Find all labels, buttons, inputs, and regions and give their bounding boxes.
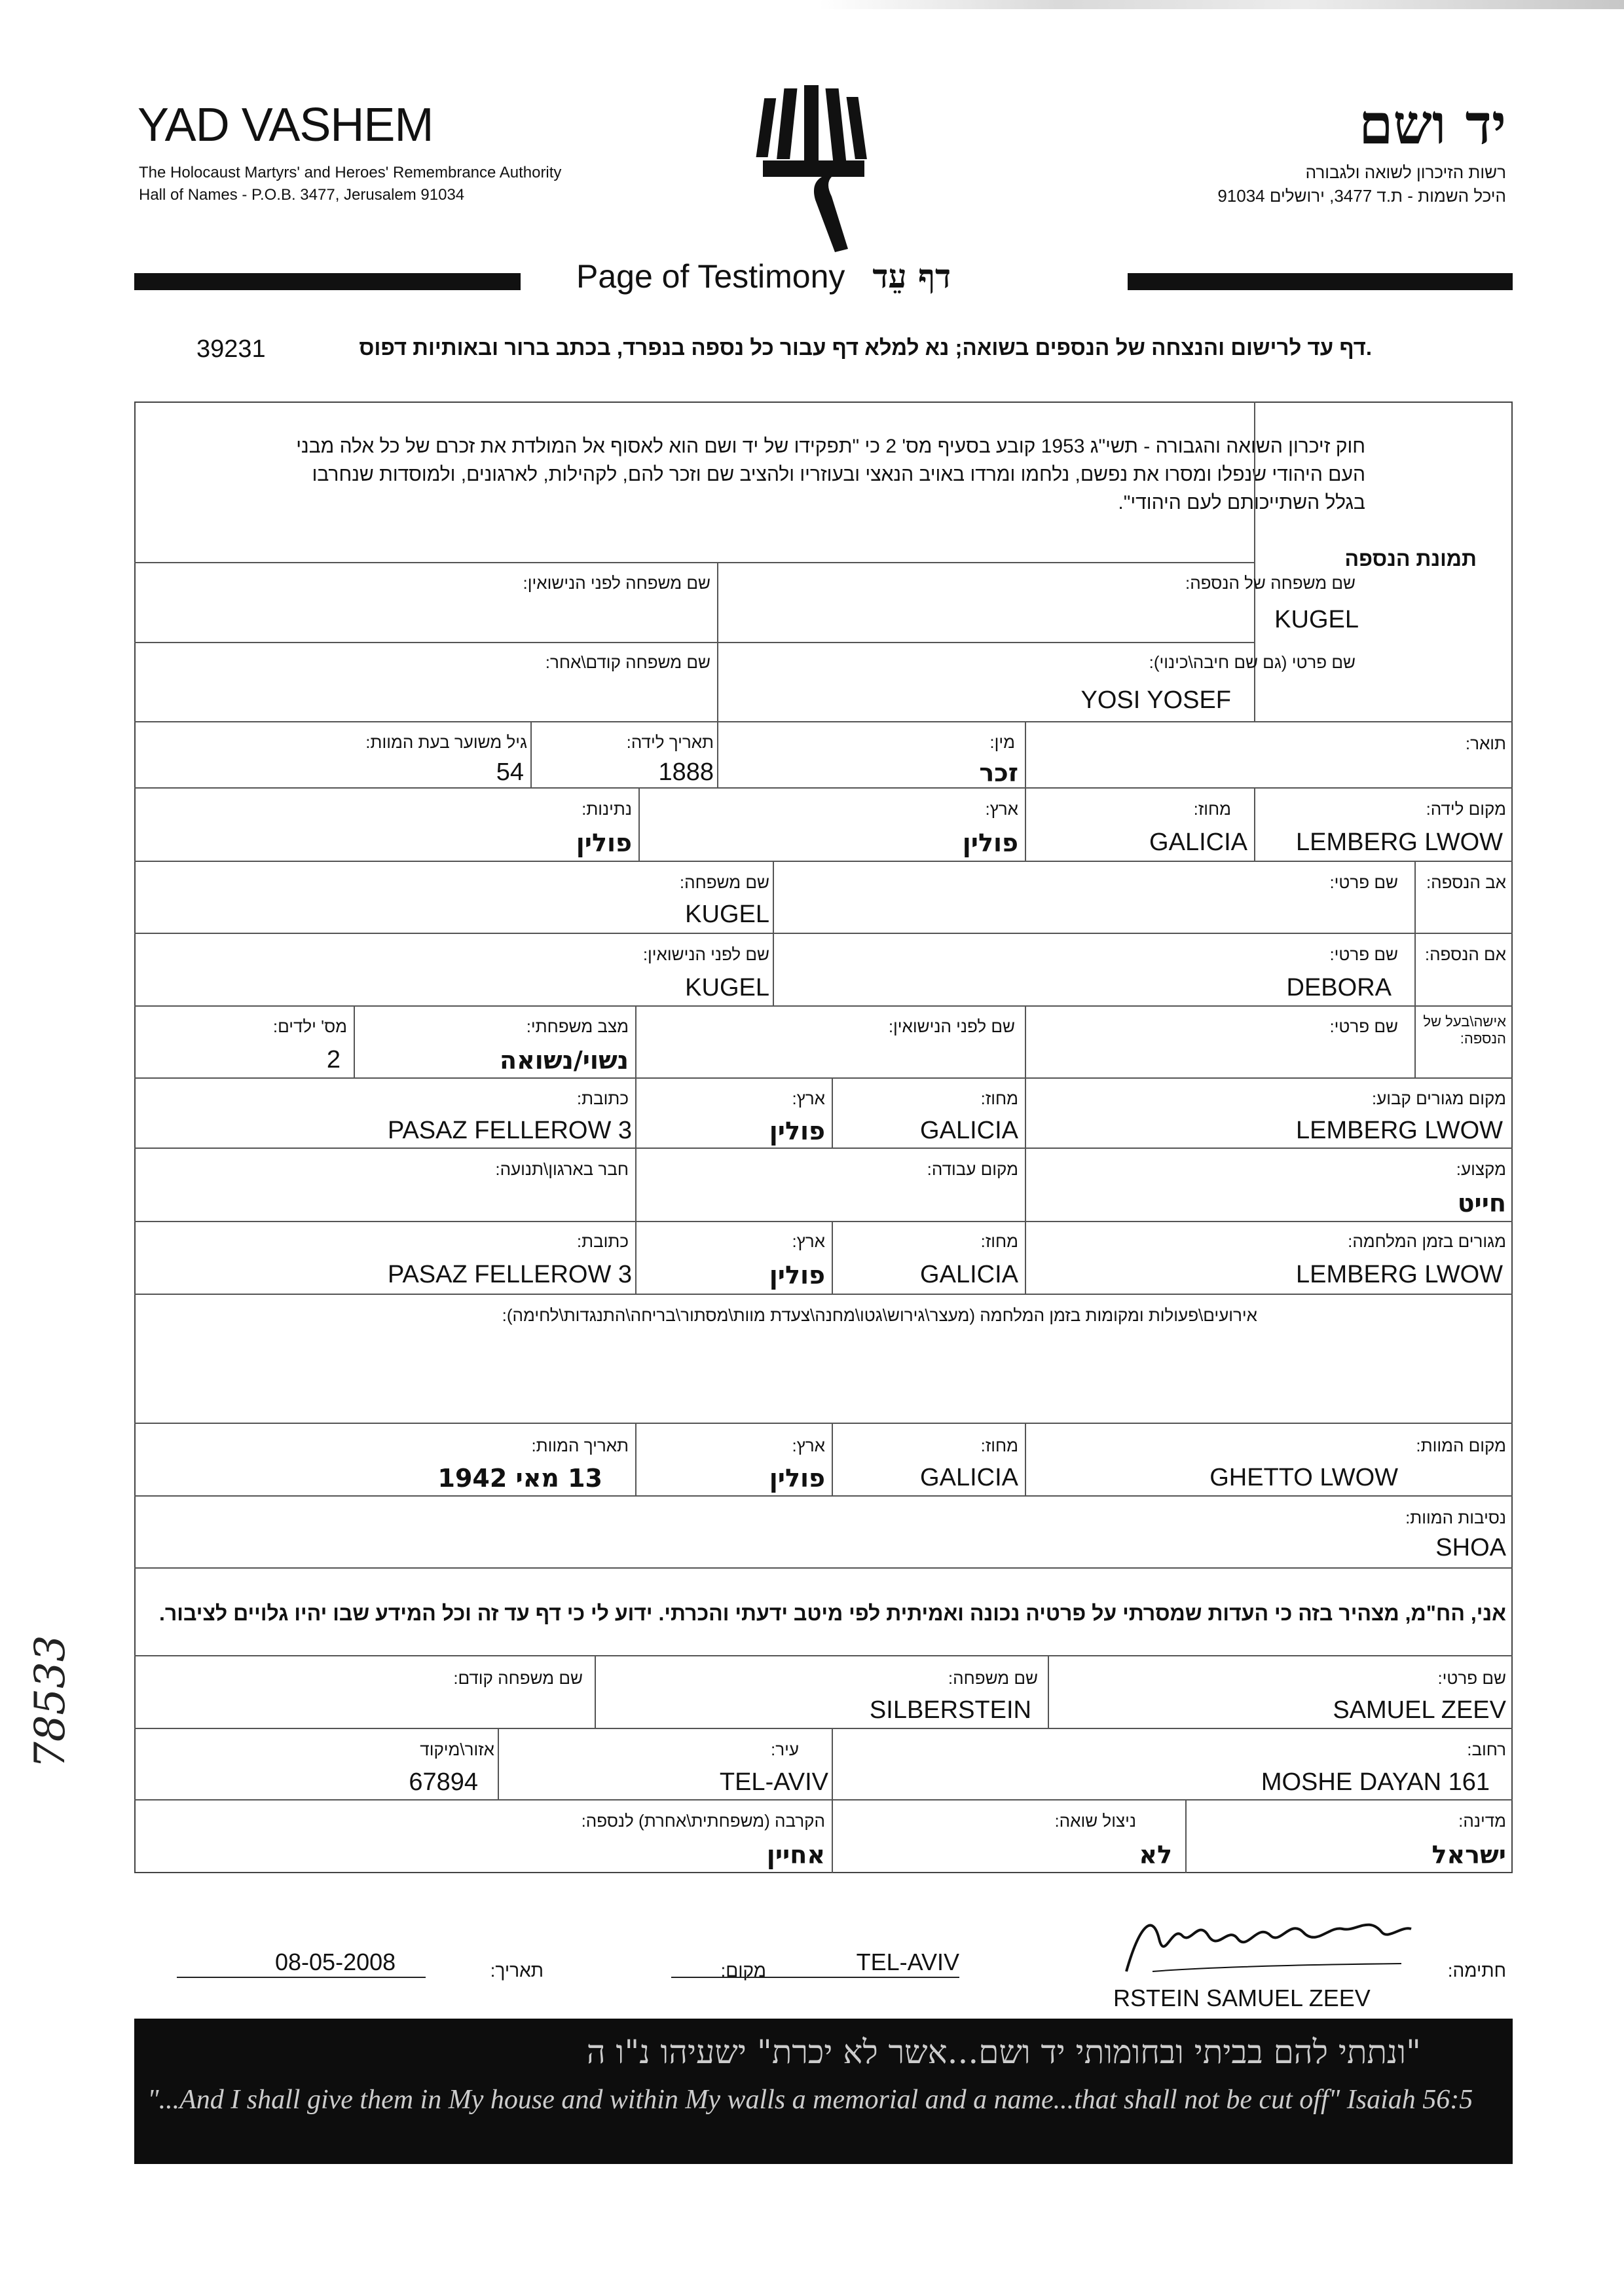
label-relation: הקרבה (משפחתית\אחרת) לנספה: (581, 1811, 825, 1831)
label-signature: חתימה: (1447, 1960, 1506, 1981)
value-residence: LEMBERG LWOW (1296, 1117, 1503, 1144)
margin-handwritten-number: 78533 (26, 1635, 75, 1768)
label-place: מקום: (720, 1960, 766, 1981)
label-workplace: מקום עבודה: (927, 1159, 1018, 1179)
label-war-country: ארץ: (792, 1231, 825, 1251)
value-sub-first: SAMUEL ZEEV (1333, 1696, 1506, 1724)
label-death-district: מחוז: (980, 1436, 1018, 1455)
value-death-date: 13 מאי 1942 (437, 1464, 602, 1493)
declaration-text: אני, הח"מ, מצהיר בזה כי העדות שמסרתי על פרטיה נכונה ואמיתית לפי מיטב ידעתי והכרתי. ידוע לי כי דף עד זה וכל המידע שבו יהיו גלויים לציבור. (158, 1601, 1506, 1625)
label-mother-maiden: שם לפני הנישואין: (642, 944, 769, 964)
label-death-date: תאריך המוות: (531, 1436, 629, 1455)
org-subtitle-en-2: Hall of Names - P.O.B. 3477, Jerusalem 91034 (139, 186, 465, 204)
label-birthplace: מקום לידה: (1426, 799, 1506, 819)
page-title-en: Page of Testimony (576, 258, 845, 295)
value-age-at-death: 54 (496, 758, 524, 786)
label-nationality: נתינות: (581, 799, 632, 819)
org-name-en: YAD VASHEM (138, 99, 434, 151)
value-sub-street: MOSHE DAYAN 161 (1261, 1768, 1490, 1796)
label-spouse: אישה\בעל של הנספה: (1423, 1013, 1506, 1047)
photo-label: תמונת הנספה (1344, 547, 1477, 570)
value-res-address: PASAZ FELLEROW 3 (387, 1117, 632, 1144)
org-subtitle-en-1: The Holocaust Martyrs' and Heroes' Remembrance Authority (139, 164, 562, 181)
label-street: רחוב: (1467, 1740, 1506, 1759)
value-sub-survivor: לא (1139, 1840, 1172, 1869)
label-sub-first: שם פרטי: (1437, 1668, 1506, 1688)
value-marital-status: נשוי/נשואה (500, 1046, 629, 1075)
value-sub-relation: אחיין (766, 1840, 825, 1869)
label-victim-surname: שם משפחה של הנספה: (1185, 573, 1356, 593)
value-mother-first: DEBORA (1286, 974, 1392, 1001)
label-birth-date: תאריך לידה: (626, 732, 714, 752)
label-date: תאריך: (490, 1960, 544, 1981)
value-war-residence: LEMBERG LWOW (1296, 1261, 1503, 1288)
label-sub-prev-surname: שם משפחה קודם: (453, 1668, 583, 1688)
label-spouse-maiden: שם לפני הנישואין: (888, 1017, 1015, 1036)
law-text: חוק זיכרון השואה והגבורה - תשי"ג 1953 קובע בסעיף מס' 2 כי "תפקידו של יד ושם הוא לאסוף אל המולדת את זכרם של כל אלה מבני העם היהודי שנפלו ומסרו את נפשם, נלחמו ומרדו באויב הנאצי ובעוזריו ולהציב שם וזכר להם, לקהילות, לארגונים, ולמוסדות שנחרבו בגלל השתייכותם לעם היהודי". (296, 436, 1365, 513)
label-permanent-residence: מקום מגורים קבוע: (1371, 1089, 1506, 1108)
label-death-place: מקום המוות: (1416, 1436, 1506, 1455)
label-first-name: שם פרטי (גם שם חיבה\כינוי): (1149, 652, 1356, 672)
label-birth-district: מחוז: (1193, 799, 1231, 819)
label-father-first: שם פרטי: (1329, 872, 1398, 892)
label-city: עיר: (771, 1740, 799, 1759)
label-war-district: מחוז: (980, 1231, 1018, 1251)
label-mother-first: שם פרטי: (1329, 944, 1398, 964)
value-gender: זכר (979, 758, 1018, 787)
banner-quote-he: "ונתתי להם בביתי ובחומותי יד ושם...אשר לא יכרת" ישעיהו נ"ו ה (586, 2033, 1421, 2071)
label-gender: מין: (989, 732, 1015, 752)
value-num-children: 2 (326, 1046, 341, 1073)
label-age-at-death: גיל משוער בעת המוות: (365, 732, 527, 752)
value-sign-date: 08-05-2008 (275, 1949, 396, 1975)
label-profession: מקצוע: (1456, 1159, 1506, 1179)
value-death-district: GALICIA (920, 1464, 1018, 1491)
value-first-name: YOSI YOSEF (1080, 686, 1231, 714)
signer-printed-name: RSTEIN SAMUEL ZEEV (1113, 1985, 1371, 2011)
value-profession: חייט (1457, 1189, 1506, 1218)
value-birth-district: GALICIA (1149, 829, 1247, 856)
value-res-country: פולין (769, 1117, 825, 1146)
label-death-cause: נסיבות המוות: (1405, 1508, 1506, 1527)
page-title (576, 257, 951, 295)
label-sub-surname: שם משפחה: (948, 1668, 1038, 1688)
value-victim-surname: KUGEL (1274, 606, 1359, 633)
yad-vashem-logo-icon (753, 85, 877, 255)
label-res-address: כתובת: (576, 1089, 629, 1108)
value-war-district: GALICIA (920, 1261, 1018, 1288)
quote-banner (134, 2019, 1513, 2164)
label-war-address: כתובת: (576, 1231, 629, 1251)
label-res-district: מחוז: (980, 1089, 1018, 1108)
title-bar-left (134, 273, 521, 290)
value-death-cause: SHOA (1435, 1534, 1506, 1561)
org-subtitle-he-1: רשות הזיכרון לשואה ולגבורה (1305, 162, 1506, 182)
label-birth-country: ארץ: (985, 799, 1018, 819)
page-title-he: דף עֵד (872, 257, 951, 295)
value-war-country: פולין (769, 1261, 825, 1290)
value-sub-city: TEL-AVIV (719, 1768, 828, 1796)
value-mother-maiden: KUGEL (685, 974, 769, 1001)
value-sub-zip: 67894 (409, 1768, 478, 1796)
label-father: אב הנספה: (1426, 872, 1506, 892)
value-nationality: פולין (576, 829, 632, 857)
scan-edge-mark (819, 0, 1624, 9)
org-subtitle-he-2: היכל השמות - ת.ד 3477, ירושלים 91034 (1217, 186, 1506, 206)
label-title: תואר: (1465, 734, 1506, 753)
label-survivor: ניצול שואה: (1054, 1811, 1136, 1831)
label-org-member: חבר בארגון\תנועה: (495, 1159, 629, 1179)
label-wartime-events: אירועים\פעולות ומקומות בזמן המלחמה (מעצר\גירוש\גטו\מחנה\צעדת מוות\מסתור\בריחה\התנגדות\לחימה): (502, 1305, 1257, 1325)
value-birth-date: 1888 (658, 758, 714, 786)
org-name-he: יד ושם (1358, 92, 1506, 157)
value-war-address: PASAZ FELLEROW 3 (387, 1261, 632, 1288)
label-death-country: ארץ: (792, 1436, 825, 1455)
label-spouse-first: שם פרטי: (1329, 1017, 1398, 1036)
value-birthplace: LEMBERG LWOW (1296, 829, 1503, 856)
label-prev-surname: שם משפחה קודם\אחר: (545, 652, 710, 672)
label-maiden-name: שם משפחה לפני הנישואין: (523, 573, 710, 593)
instructions-text: דף עד לרישום והנצחה של הנספים בשואה; נא למלא דף עבור כל נספה בנפרד, בכתב ברור ובאותיות דפוס. (359, 335, 1372, 360)
value-father-surname: KUGEL (685, 901, 769, 928)
document-number: 39231 (196, 335, 266, 363)
value-birth-country: פולין (962, 829, 1018, 857)
label-res-country: ארץ: (792, 1089, 825, 1108)
value-sub-country: ישראל (1431, 1840, 1506, 1869)
label-zip: אזור\מיקוד (420, 1740, 494, 1759)
label-mother: אם הנספה: (1424, 944, 1506, 964)
banner-quote-en: "...And I shall give them in My house and within My walls a memorial and a name...that shall not be cut off" Isaiah 56:5 (147, 2085, 1473, 2115)
value-sign-place: TEL-AVIV (856, 1949, 959, 1975)
label-marital-status: מצב משפחתי: (526, 1017, 629, 1036)
value-death-place: GHETTO LWOW (1209, 1464, 1398, 1491)
value-sub-surname: SILBERSTEIN (869, 1696, 1031, 1724)
value-death-country: פולין (769, 1464, 825, 1493)
title-bar-right (1128, 273, 1513, 290)
label-sub-country: מדינה: (1458, 1811, 1506, 1831)
value-res-district: GALICIA (920, 1117, 1018, 1144)
label-wartime-residence: מגורים בזמן המלחמה: (1348, 1231, 1506, 1251)
label-num-children: מס' ילדים: (272, 1017, 347, 1036)
label-father-surname: שם משפחה: (679, 872, 769, 892)
handwritten-signature-icon (1113, 1899, 1421, 1985)
